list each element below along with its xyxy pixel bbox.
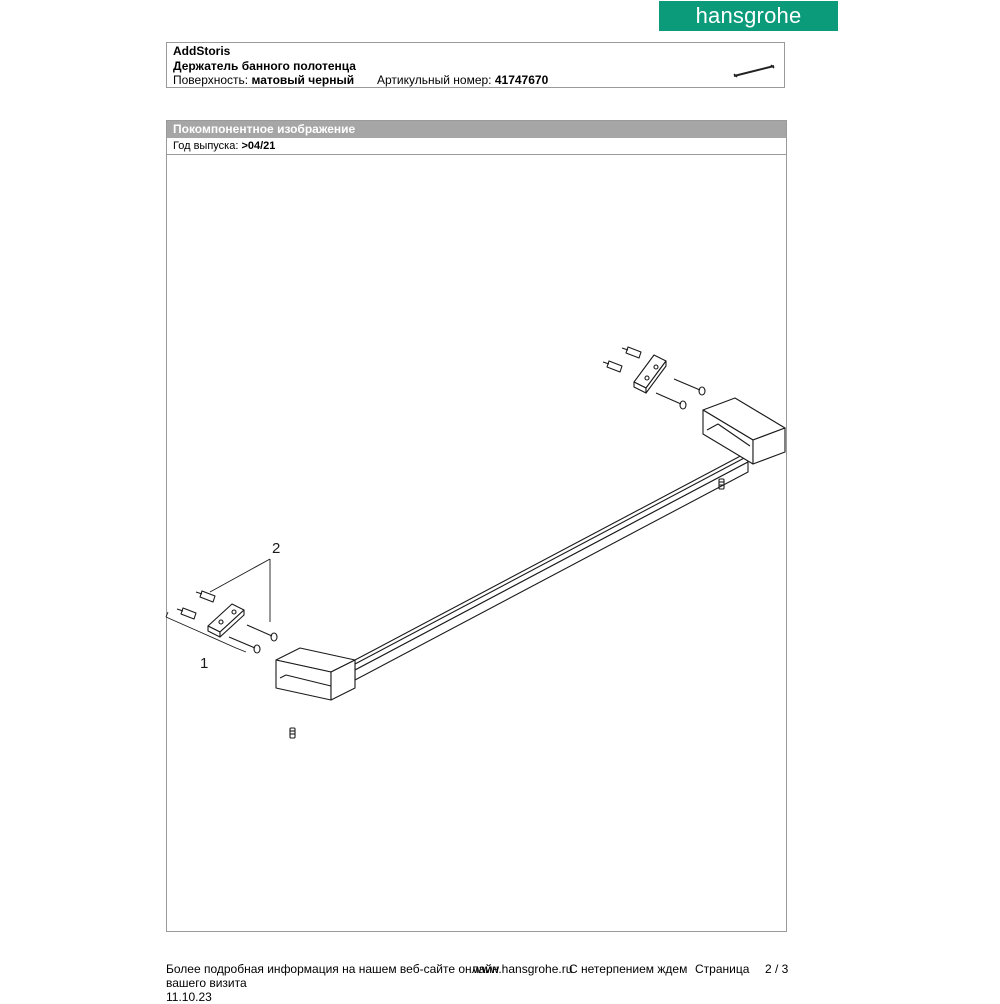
page-number: 2 / 3 (765, 962, 789, 976)
more-info-text: Более подробная информация на нашем веб-сайте онлайн (166, 962, 499, 976)
right-bracket (703, 398, 785, 464)
article-value: 41747670 (494, 73, 549, 87)
article-label: Артикульный номер: (377, 73, 492, 87)
visit-text-continued: вашего визита (166, 976, 247, 990)
callout-2: 2 (272, 540, 281, 557)
website-link[interactable]: www.hansgrohe.ru (473, 962, 573, 976)
product-description: Держатель банного полотенца (173, 58, 356, 73)
year-label: Год выпуска: (173, 140, 239, 152)
page-footer (166, 962, 806, 1004)
hansgrohe-logo: hansgrohe (659, 1, 838, 31)
callout-1: 1 (200, 655, 209, 672)
surface-value: матовый черный (251, 73, 355, 87)
left-bracket (276, 648, 355, 700)
product-name: AddStoris (173, 44, 231, 58)
towel-bar (355, 452, 748, 680)
right-mounting-plate (634, 355, 666, 393)
section-title: Покомпонентное изображение (167, 121, 786, 138)
callout-leaders (166, 559, 270, 652)
footer-date: 11.10.23 (166, 990, 212, 1004)
page-label: Страница (695, 962, 750, 976)
left-mounting-plate (208, 604, 244, 637)
wall-plugs (177, 347, 641, 619)
surface-label: Поверхность: (173, 73, 249, 87)
year-value: >04/21 (241, 140, 276, 152)
visit-text: С нетерпением ждем (569, 962, 688, 976)
